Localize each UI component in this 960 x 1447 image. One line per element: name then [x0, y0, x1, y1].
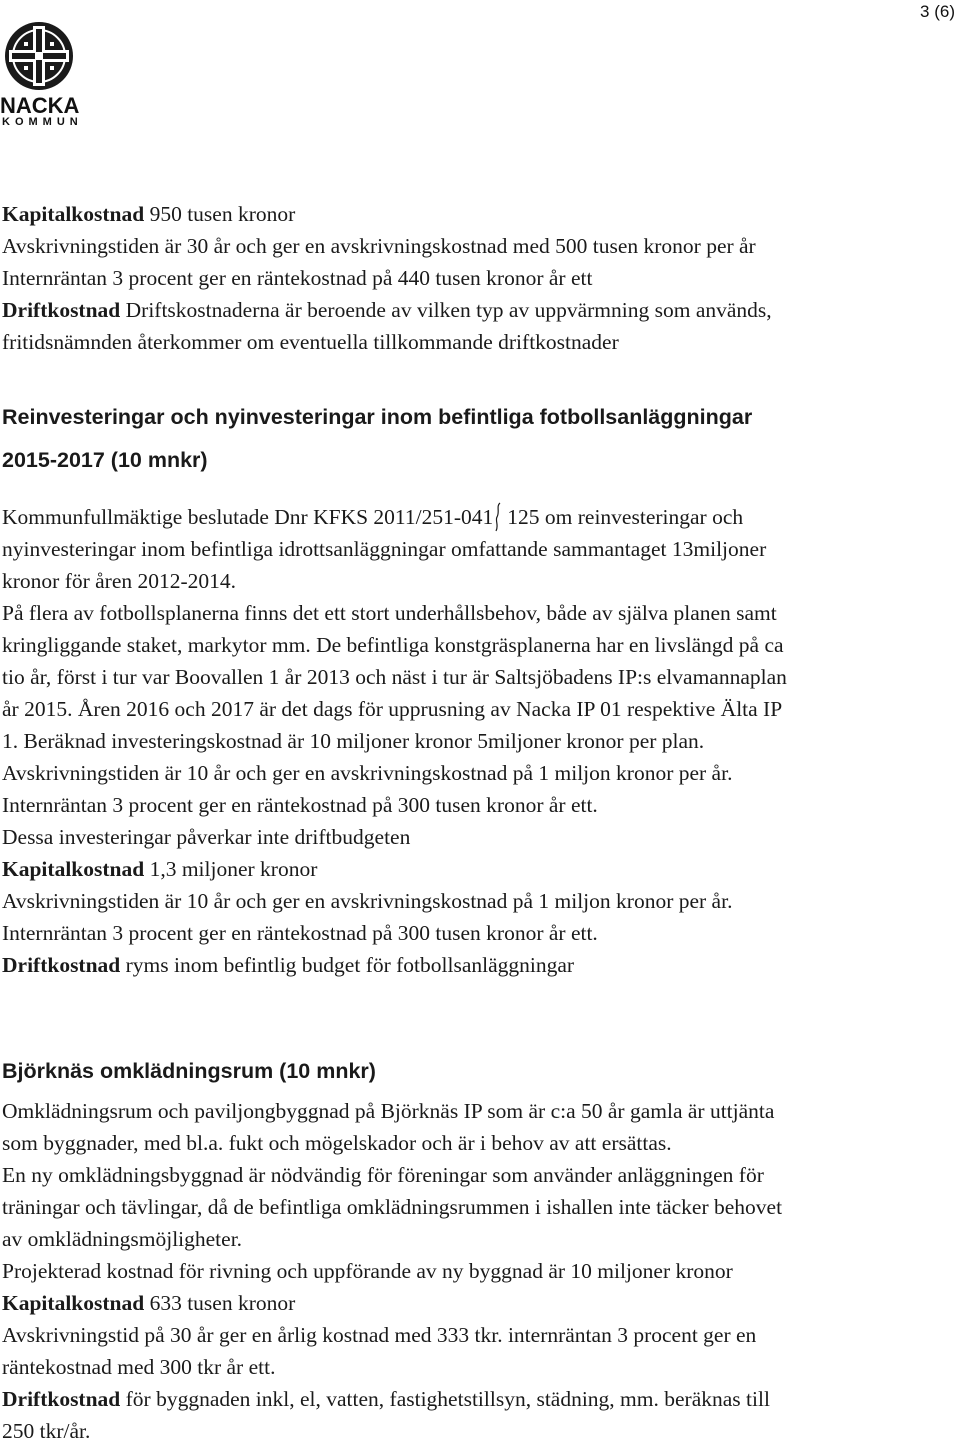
decision-reference-continued: 125 om reinvesteringar och [507, 505, 744, 529]
paragraph-line: fritidsnämnden återkommer om eventuella tillkommande driftkostnader [2, 330, 619, 354]
paragraph-line: nyinvesteringar inom befintliga idrottsanläggningar omfattande sammantaget 13miljoner [2, 537, 767, 561]
paragraph-line: Internräntan 3 procent ger en räntekostnad på 440 tusen kronor år ett [2, 266, 593, 290]
capital-cost-line [2, 853, 952, 885]
capital-cost-line [2, 198, 952, 230]
paragraph-line: kronor för åren 2012-2014. [2, 569, 237, 593]
document-body [2, 198, 952, 1447]
capital-cost-value: 633 tusen kronor [144, 1291, 296, 1315]
page-number: 3 (6) [920, 2, 955, 21]
capital-cost-line [2, 1287, 952, 1319]
section-heading: Reinvesteringar och nyinvesteringar inom befintliga fotbollsanläggningar [2, 405, 753, 429]
section-mark-icon [495, 502, 501, 532]
paragraph-line: tio år, först i tur var Boovallen 1 år 2013 och näst i tur är Saltsjöbadens IP:s elvamannaplan [2, 665, 787, 689]
operating-cost-text: ryms inom befintlig budget för fotbollsanläggningar [120, 953, 575, 977]
paragraph-line: 1. Beräknad investeringskostnad är 10 miljoner kronor 5miljoner kronor per plan. [2, 729, 705, 753]
paragraph-line: Projekterad kostnad för rivning och uppförande av ny byggnad är 10 miljoner kronor [2, 1259, 733, 1283]
paragraph-line: Dessa investeringar påverkar inte driftbudgeten [2, 825, 411, 849]
paragraph-line [2, 501, 952, 533]
paragraph-line: år 2015. Åren 2016 och 2017 är det dags för upprusning av Nacka IP 01 respektive Älta IP [2, 697, 783, 721]
section-heading-continued: 2015-2017 (10 mnkr) [2, 448, 208, 472]
paragraph-line: 250 tkr/år. [2, 1419, 91, 1443]
capital-cost-label: Kapitalkostnad [2, 1291, 145, 1315]
operating-cost-label: Driftkostnad [2, 1387, 121, 1411]
paragraph-line: På flera av fotbollsplanerna finns det ett stort underhållsbehov, både av själva planen samt [2, 601, 777, 625]
paragraph-line: träningar och tävlingar, då de befintliga omklädningsrummen i ishallen inte täcker behovet [2, 1195, 783, 1219]
decision-reference: Kommunfullmäktige beslutade Dnr KFKS 2011/251-041 [2, 505, 494, 529]
operating-cost-line [2, 949, 952, 981]
logo-name: NACKA [0, 93, 80, 118]
paragraph-line: Internräntan 3 procent ger en räntekostnad på 300 tusen kronor år ett. [2, 793, 598, 817]
capital-cost-value: 1,3 miljoner kronor [144, 857, 318, 881]
paragraph-line: Omklädningsrum och paviljongbyggnad på Björknäs IP som är c:a 50 år gamla är uttjänta [2, 1099, 775, 1123]
operating-cost-line [2, 294, 952, 326]
logo-subtitle: KOMMUN [2, 116, 83, 128]
paragraph-line: Avskrivningstiden är 10 år och ger en avskrivningskostnad på 1 miljon kronor per år. [2, 761, 733, 785]
paragraph-line: Avskrivningstiden är 30 år och ger en avskrivningskostnad med 500 tusen kronor per år [2, 234, 756, 258]
paragraph-line: av omklädningsmöjligheter. [2, 1227, 243, 1251]
nacka-cross-emblem-icon [0, 20, 78, 92]
paragraph-line: kringliggande staket, markytor mm. De befintliga konstgräsplanerna har en livslängd på ca [2, 633, 784, 657]
section-heading: Björknäs omklädningsrum (10 mnkr) [2, 1059, 376, 1083]
paragraph-line: Avskrivningstid på 30 år ger en årlig kostnad med 333 tkr. internräntan 3 procent ger en [2, 1323, 757, 1347]
paragraph-line: räntekostnad med 300 tkr år ett. [2, 1355, 276, 1379]
operating-cost-label: Driftkostnad [2, 298, 121, 322]
capital-cost-label: Kapitalkostnad [2, 857, 145, 881]
capital-cost-value: 950 tusen kronor [144, 202, 296, 226]
capital-cost-label: Kapitalkostnad [2, 202, 145, 226]
operating-cost-text: Driftskostnaderna är beroende av vilken typ av uppvärmning som används, [120, 298, 772, 322]
paragraph-line: En ny omklädningsbyggnad är nödvändig för föreningar som använder anläggningen för [2, 1163, 764, 1187]
nacka-kommun-logo [0, 20, 83, 130]
operating-cost-line [2, 1383, 952, 1415]
paragraph-line: Internräntan 3 procent ger en räntekostnad på 300 tusen kronor år ett. [2, 921, 598, 945]
paragraph-line: Avskrivningstiden är 10 år och ger en avskrivningskostnad på 1 miljon kronor per år. [2, 889, 733, 913]
operating-cost-label: Driftkostnad [2, 953, 121, 977]
operating-cost-text: för byggnaden inkl, el, vatten, fastighetstillsyn, städning, mm. beräknas till [120, 1387, 770, 1411]
paragraph-line: som byggnader, med bl.a. fukt och mögelskador och är i behov av att ersättas. [2, 1131, 672, 1155]
